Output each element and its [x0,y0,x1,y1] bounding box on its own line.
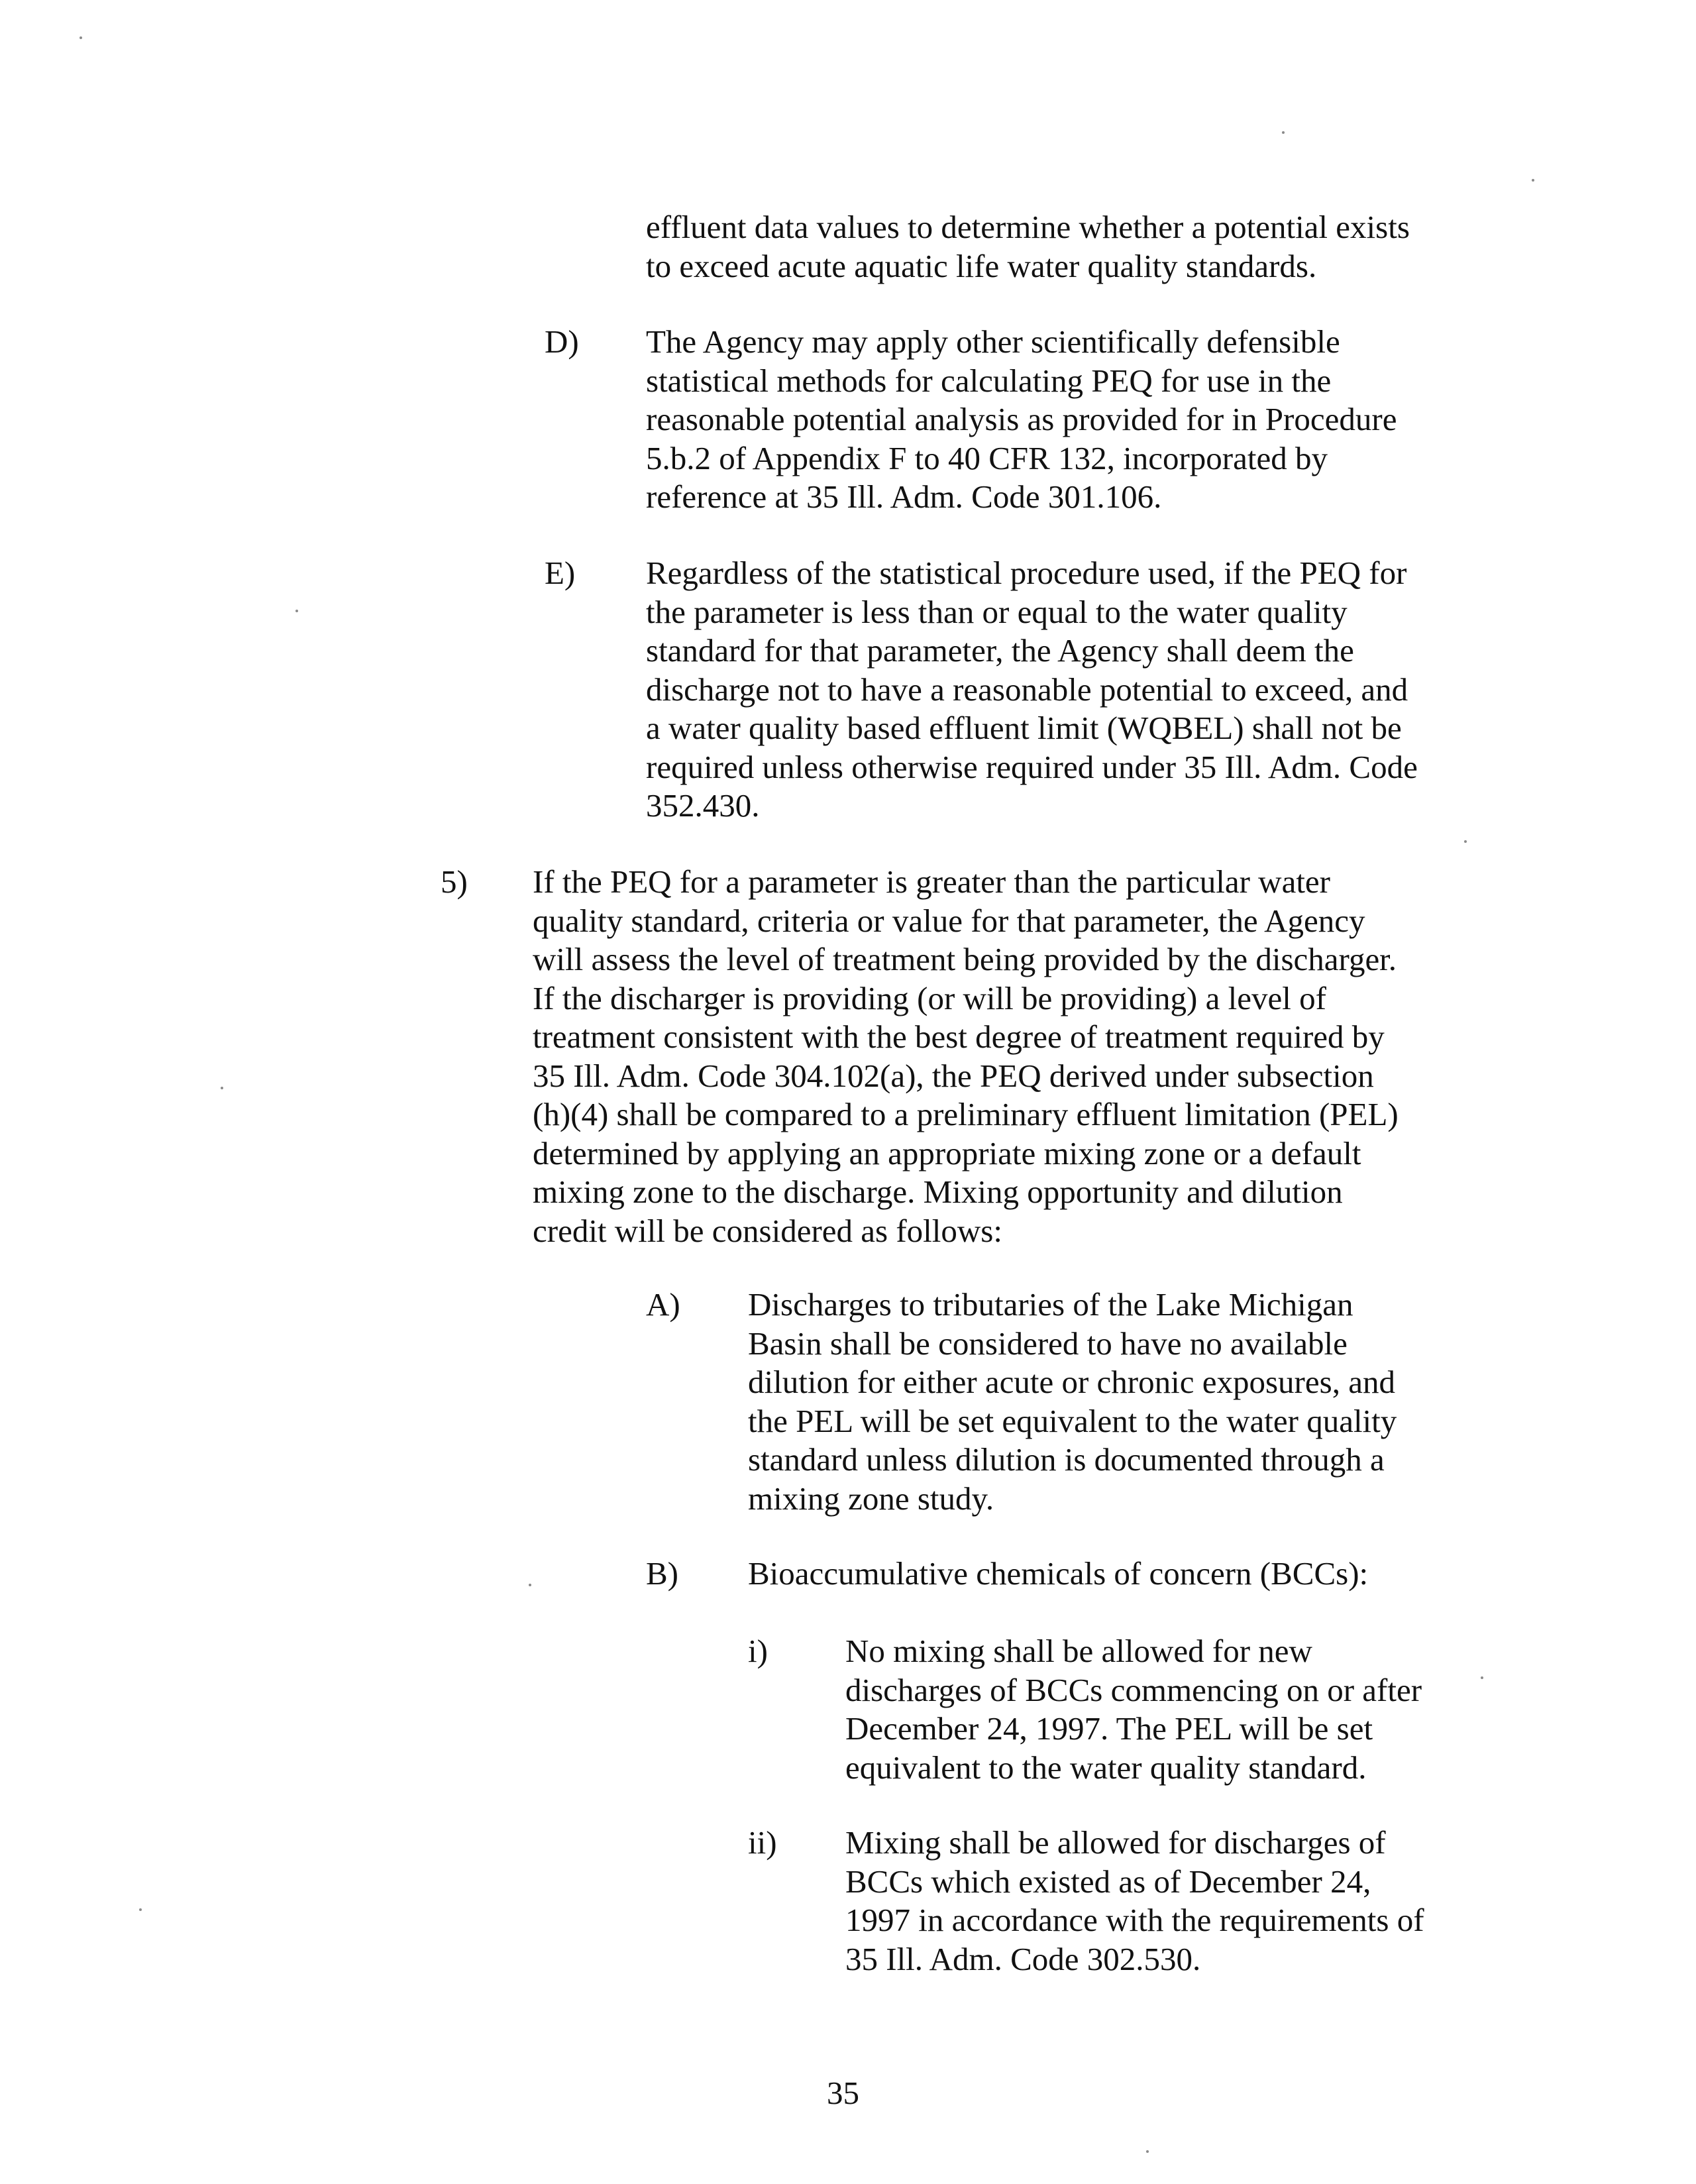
text-line: dilution for either acute or chronic exposures, and [748,1364,1395,1400]
item-ii-label: ii) [748,1824,777,1861]
scan-speck [1481,1676,1483,1679]
scan-speck [139,1908,142,1911]
continuation-paragraph [646,208,1410,286]
text-line: mixing zone study. [748,1480,994,1517]
text-line: equivalent to the water quality standard. [845,1749,1367,1786]
text-line: discharge not to have a reasonable potential to exceed, and [646,671,1408,708]
scan-speck [295,610,298,612]
scan-speck [529,1584,531,1586]
item-e-paragraph [646,554,1418,826]
text-line: standard for that parameter, the Agency shall deem the [646,632,1354,669]
text-line: statistical methods for calculating PEQ for use in the [646,362,1332,399]
item-5-paragraph [533,863,1399,1250]
text-line: reasonable potential analysis as provided for in Procedure [646,401,1397,437]
item-e-label: E) [545,555,576,591]
text-line: standard unless dilution is documented through a [748,1441,1385,1478]
text-line: mixing zone to the discharge. Mixing opportunity and dilution [533,1174,1343,1210]
text-line: 1997 in accordance with the requirements of [845,1902,1424,1938]
text-line: Mixing shall be allowed for discharges of [845,1824,1386,1861]
scan-speck [1146,2150,1149,2153]
item-d-paragraph [646,323,1397,517]
text-line: credit will be considered as follows: [533,1212,1002,1249]
text-line: Discharges to tributaries of the Lake Michigan [748,1286,1353,1323]
text-line: Bioaccumulative chemicals of concern (BCCs): [748,1555,1369,1592]
scan-speck [221,1087,223,1089]
text-line: The Agency may apply other scientifically defensible [646,323,1340,360]
text-line: December 24, 1997. The PEL will be set [845,1710,1373,1747]
page-number: 35 [827,2075,859,2111]
item-a-label: A) [646,1286,680,1323]
text-line: the parameter is less than or equal to the water quality [646,593,1348,630]
text-line: treatment consistent with the best degree of treatment required by [533,1018,1385,1055]
text-line: If the PEQ for a parameter is greater than the particular water [533,863,1330,900]
text-line: If the discharger is providing (or will be providing) a level of [533,979,1326,1016]
text-line: discharges of BCCs commencing on or after [845,1671,1422,1708]
text-line: Basin shall be considered to have no available [748,1325,1348,1362]
text-line: the PEL will be set equivalent to the water quality [748,1402,1397,1439]
text-line: 352.430. [646,787,760,824]
text-line: BCCs which existed as of December 24, [845,1863,1371,1900]
text-line: No mixing shall be allowed for new [845,1633,1312,1669]
item-5-label: 5) [441,863,468,900]
scan-speck [1532,179,1534,182]
scan-speck [80,36,82,39]
item-i-label: i) [748,1633,768,1669]
item-b-label: B) [646,1555,678,1592]
scan-speck [1282,131,1285,134]
text-line: a water quality based effluent limit (WQBEL) shall not be [646,710,1402,746]
item-d-label: D) [545,323,579,360]
text-line: will assess the level of treatment being provided by the discharger. [533,941,1397,977]
item-i-paragraph [845,1632,1422,1787]
text-line: Regardless of the statistical procedure used, if the PEQ for [646,555,1407,591]
text-line: required unless otherwise required under 35 Ill. Adm. Code [646,748,1418,785]
text-line: (h)(4) shall be compared to a preliminary effluent limitation (PEL) [533,1096,1399,1132]
text-line: reference at 35 Ill. Adm. Code 301.106. [646,478,1162,515]
item-a-paragraph [748,1285,1397,1518]
scan-speck [1464,840,1467,843]
text-line: quality standard, criteria or value for that parameter, the Agency [533,902,1365,939]
item-b-paragraph [748,1555,1368,1594]
text-line: determined by applying an appropriate mixing zone or a default [533,1134,1361,1172]
item-ii-paragraph [845,1824,1424,1979]
text-line: 35 Ill. Adm. Code 302.530. [845,1940,1201,1977]
text-line: 35 Ill. Adm. Code 304.102(a), the PEQ derived under subsection [533,1057,1374,1094]
text-line: 5.b.2 of Appendix F to 40 CFR 132, incorporated by [646,439,1328,476]
text-line: to exceed acute aquatic life water quality standards. [646,247,1317,284]
text-line: effluent data values to determine whether a potential exists [646,209,1410,245]
